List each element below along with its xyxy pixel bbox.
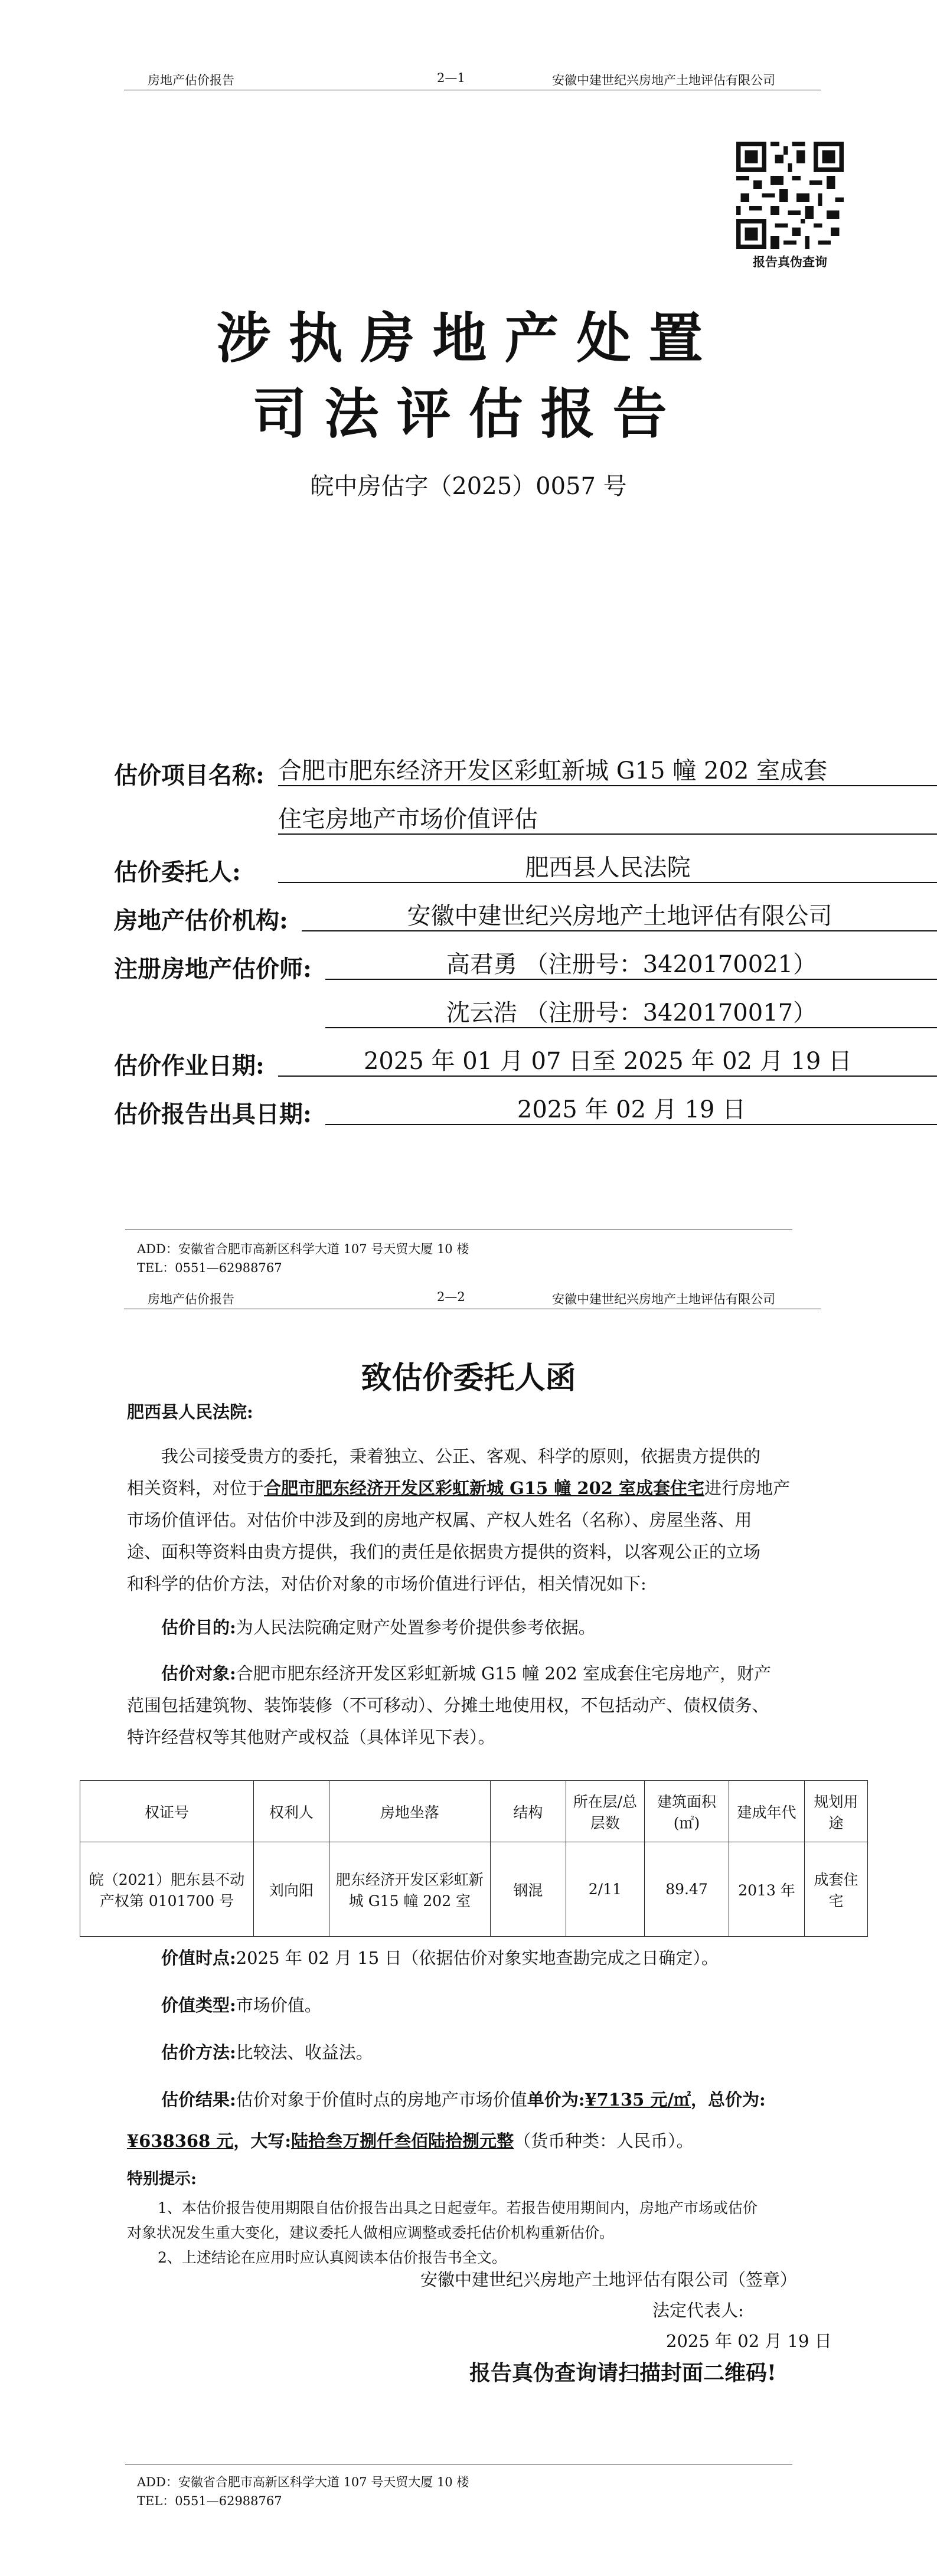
table-cell: 89.47 [644,1842,729,1937]
object-line-2: 范围包括建筑物、装饰装修（不可移动）、分摊土地使用权，不包括动产、债权债务、 [127,1695,769,1715]
report-title-line1: 涉执房地产处置 [216,306,721,370]
footer-address: ADD：安徽省合肥市高新区科学大道 107 号天贸大厦 10 楼 [137,2475,469,2489]
paragraph-line: 我公司接受贵方的委托，秉着独立、公正、客观、科学的原则，依据贵方提供的 [161,1446,761,1466]
paragraph-line: 和科学的估价方法，对估价对象的市场价值进行评估，相关情况如下: [127,1574,647,1594]
note-line: 2、上述结论在应用时应认真阅读本估价报告书全文。 [158,2249,507,2266]
signature-company: 安徽中建世纪兴房地产土地评估有限公司（签章） [420,2270,798,2290]
total-price-label: ，总价为: [691,2090,766,2110]
project-name-value-1: 合肥市肥东经济开发区彩虹新城 G15 幢 202 室成套 [278,757,937,786]
result-line [127,2084,824,2116]
table-header: 所在层/总层数 [566,1781,644,1842]
text: 相关资料，对位于 [127,1478,265,1498]
header-page-number: 2—2 [437,1290,465,1304]
signature-date: 2025 年 02 月 19 日 [666,2331,832,2351]
result-text: 估价对象于价值时点的房地产市场价值 [236,2090,527,2110]
table-header: 房地坐落 [329,1781,490,1842]
header-company: 安徽中建世纪兴房地产土地评估有限公司 [552,1292,775,1306]
table-cell: 2/11 [566,1842,644,1937]
work-date-label: 估价作业日期: [114,1052,265,1080]
object-line-3: 特许经营权等其他财产或权益（具体详见下表）。 [127,1727,495,1747]
appraiser-label: 注册房地产估价师: [114,955,312,983]
object-line [127,1658,824,1689]
header-page-number: 2—1 [437,71,465,85]
table-header: 建筑面积(㎡) [644,1781,729,1842]
client-label: 估价委托人: [114,858,241,886]
table-header: 建成年代 [729,1781,805,1842]
footer-tel: TEL：0551—62988767 [137,2494,282,2508]
qr-caption: 报告真伪查询 [753,254,827,269]
property-table [80,1780,868,1937]
table-header-row [80,1781,868,1842]
purpose-value: 为人民法院确定财产处置参考价提供参考依据。 [236,1617,596,1637]
letter-title: 致估价委托人函 [361,1360,576,1396]
paragraph-line [127,1472,824,1504]
value-time-line [127,1942,824,1974]
issue-date-value: 2025 年 02 月 19 日 [325,1096,937,1125]
table-header: 规划用途 [804,1781,867,1842]
purpose-label: 估价目的: [161,1617,236,1637]
object-label: 估价对象: [161,1663,236,1683]
page-header [124,70,821,90]
paragraph-line: 市场价值评估。对估价中涉及到的房地产权属、产权人姓名（名称）、房屋坐落、用 [127,1510,752,1530]
page-footer-2 [125,2464,792,2512]
project-name-label: 估价项目名称: [114,761,265,789]
header-left: 房地产估价报告 [148,1292,234,1306]
table-row [80,1842,868,1937]
table-header: 权利人 [254,1781,329,1842]
table-cell: 2013 年 [729,1842,805,1937]
value-time-label: 价值时点: [161,1948,236,1968]
table-header: 结构 [491,1781,566,1842]
salutation: 肥西县人民法院: [127,1402,253,1422]
page-footer [125,1230,792,1277]
notes-title: 特别提示: [127,2170,197,2188]
table-cell: 钢混 [491,1842,566,1937]
property-address: 合肥市肥东经济开发区彩虹新城 G15 幢 202 室成套住宅 [264,1478,705,1498]
result-label: 估价结果: [161,2090,236,2110]
footer-tel: TEL：0551—62988767 [137,1261,282,1275]
method-value: 比较法、收益法。 [236,2042,373,2062]
value-type-line [127,1989,824,2021]
qr-code-icon[interactable] [736,142,844,249]
org-label: 房地产估价机构: [114,907,288,934]
table-cell: 成套住宅 [804,1842,867,1937]
project-name-value-2: 住宅房地产市场价值评估 [278,805,937,835]
value-type-label: 价值类型: [161,1995,236,2015]
object-value: 合肥市肥东经济开发区彩虹新城 G15 幢 202 室成套住宅房地产，财产 [236,1663,772,1683]
client-value: 肥西县人民法院 [278,854,937,883]
method-label: 估价方法: [161,2042,236,2062]
value-time-value: 2025 年 02 月 15 日（依据估价对象实地查勘完成之日确定）。 [236,1948,719,1968]
table-cell: 皖（2021）肥东县不动产权第 0101700 号 [80,1842,254,1937]
note-line: 1、本估价报告使用期限自估价报告出具之日起壹年。若报告使用期间内，房地产市场或估价 [158,2199,758,2217]
value-type-value: 市场价值。 [236,1995,322,2015]
legal-representative: 法定代表人: [652,2300,744,2320]
issue-date-label: 估价报告出具日期: [114,1100,312,1128]
result-line-2 [127,2125,824,2157]
document-number: 皖中房估字（2025）0057 号 [310,473,627,500]
org-value: 安徽中建世纪兴房地产土地评估有限公司 [302,902,937,931]
capital-value: 陆拾叁万捌仟叁佰陆拾捌元整 [291,2131,514,2151]
footer-address: ADD：安徽省合肥市高新区科学大道 107 号天贸大厦 10 楼 [137,1242,469,1256]
capital-label: ，大写: [233,2131,292,2151]
text: 进行房地产 [704,1478,791,1498]
header-company: 安徽中建世纪兴房地产土地评估有限公司 [552,73,775,87]
currency-note: （货币种类：人民币）。 [514,2131,694,2151]
report-title-line2: 司法评估报告 [252,382,685,446]
header-left: 房地产估价报告 [148,73,234,87]
unit-price-label: 单价为: [527,2090,585,2110]
method-line [127,2036,824,2068]
total-price-value: ¥638368 元 [127,2131,234,2151]
purpose-line [127,1611,824,1643]
table-cell: 肥东经济开发区彩虹新城 G15 幢 202 室 [329,1842,490,1937]
page-header-2 [124,1289,821,1309]
verification-banner: 报告真伪查询请扫描封面二维码! [469,2361,776,2385]
table-header: 权证号 [80,1781,254,1842]
work-date-value: 2025 年 01 月 07 日至 2025 年 02 月 19 日 [278,1047,937,1077]
appraiser-1: 高君勇 （注册号：3420170021） [325,950,937,980]
unit-price-value: ¥7135 元/㎡ [585,2090,691,2110]
note-line: 对象状况发生重大变化，建议委托人做相应调整或委托估价机构重新估价。 [127,2224,615,2241]
table-cell: 刘向阳 [254,1842,329,1937]
paragraph-line: 途、面积等资料由贵方提供，我们的责任是依据贵方提供的资料，以客观公正的立场 [127,1542,761,1562]
appraiser-2: 沈云浩 （注册号：3420170017） [325,999,937,1028]
